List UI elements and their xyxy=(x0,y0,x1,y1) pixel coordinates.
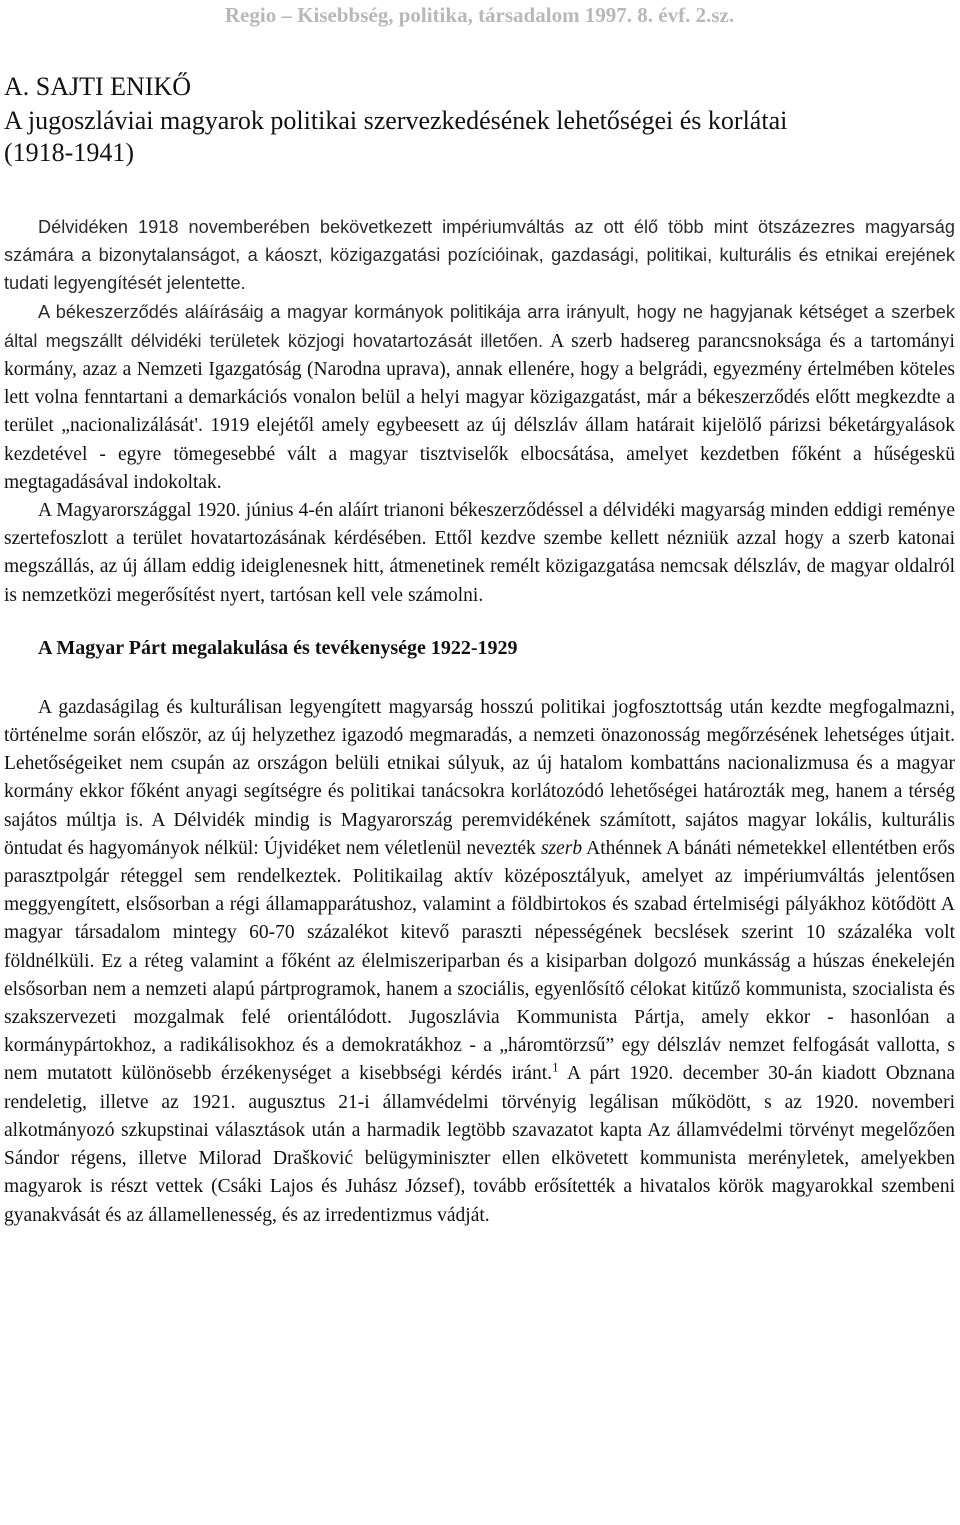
intro-paragraph-2-sans: A békeszerződés aláírásáig a magyar kormányok politikája arra irányult, hogy ne hagyjanak kétséget a szerbek által megszállt délvidéki területek közjogi hovatartozását illetően. xyxy=(4,301,955,351)
article-title-dates: (1918-1941) xyxy=(4,138,134,167)
section-paragraph-text-start: A gazdaságilag és kulturálisan legyengített magyarság hosszú politikai jogfosztottság után kezdte megfogalmazni, történelme során először, az új helyzethez igazodó megmaradás, a nemzeti önazonosság megőrzésének lehetséges útjait. Lehetőségeiket nem csupán az országon belüli etnikai súlyuk, az új hatalom kombattáns nacionalizmusa és a magyar kormány ekkor főként anyagi segítségre és politikai tanácsokra korlátozódó lehetőségei határozták meg, hanem a térség sajátos múltja is. A Délvidék mindig is Magyarország peremvidékének számított, sajátos magyar lokális, kulturális öntudat és hagyományok nélkül: Újvidéket nem véletlenül nevezték xyxy=(4,696,955,859)
section-paragraph-text-mid: Athénnek A bánáti németekkel ellentétben erős parasztpolgár réteggel sem rendelkeztek. Politikailag aktív középosztályuk, amelyet az impériumváltás jelentősen meggyengített, elsősorban a régi államapparátushoz, valamint a földbirtokos és szabad értelmiségi pályákhoz kötődött A magyar társadalom mintegy 60-70 százalékot kitevő paraszti népességének becslések szerint 10 százaléka volt földnélküli. Ez a réteg valamint a főként az élelmiszeriparban és a kisiparban dolgozó munkásság a húszas énekelején elsősorban nem a nemzeti alapú pártprogramok, hanem a szociális, egyenlősítő célokat kitűző kommunista, szocialista és szakszervezeti mozgalmak felé orientálódott. Jugoszlávia Kommunista Pártja, amely ekkor - hasonlóan a kormánypártokhoz, a radikálisokhoz és a demokratákhoz - a „háromtörzsű” egy délszláv nemzet felfogását vallotta, s nem mutatott különösebb érzékenységet a kisebbségi kérdés iránt. xyxy=(4,837,956,1085)
running-header: Regio – Kisebbség, politika, társadalom 1997. 8. évf. 2.sz. xyxy=(224,3,735,27)
article-title: A jugoszláviai magyarok politikai szervezkedésének lehetőségei és korlátai xyxy=(4,106,788,135)
section-heading: A Magyar Párt megalakulása és tevékenysége 1922-1929 xyxy=(38,636,518,659)
intro-paragraph-1: Délvidéken 1918 novemberében bekövetkezett impériumváltás az ott élő több mint ötszázezres magyarság számára a bizonytalanságot, a káoszt, közigazgatási pozícióinak, gazdasági, politikai, kulturális és etnikai erejének tudati legyengítését jelentette. xyxy=(4,217,955,294)
section-paragraph-1 xyxy=(4,694,955,1230)
intro-paragraph-2-serif: A szerb hadsereg parancsnoksága és a tartományi kormány, azaz a Nemzeti Igazgatóság (Narodna uprava), annak ellenére, hogy a belgrádi, egyezmény értelmében köteles lett volna fenntartani a demarkációs vonalon belül a helyi magyar közigazgatást, már a békeszerződés előtt megkezdte a terület „nacionalizálását'. 1919 elejétől amely egybeesett az új délszláv állam határait kijelölő párizsi béketárgyalások kezdetével - egyre tömegesebbé vált a magyar tisztviselők elbocsátása, amelyet kezdetben főként a hűségeskü megtagadásával indokoltak. xyxy=(4,330,955,493)
footnote-marker[interactable]: 1 xyxy=(552,1059,559,1075)
intro-paragraph-2 xyxy=(4,298,955,497)
intro-paragraph-3: A Magyarországgal 1920. június 4-én aláírt trianoni békeszerződéssel a délvidéki magyarság minden eddigi reménye szertefoszlott a terület hovatartozásának kérdésében. Ettől kezdve szembe kellett nézniük azzal hogy a szerb katonai megszállás, az új állam eddig ideiglenesnek hitt, átmenetinek remélt közigazgatása nemcsak délszláv, de magyar oldalról is nemzetközi megerősítést nyert, tartósan kell vele számolni. xyxy=(4,500,955,606)
italic-word: szerb xyxy=(540,837,583,859)
section-paragraph-text-end: A párt 1920. december 30-án kiadott Obznana rendeletig, illetve az 1921. augusztus 21-i államvédelmi törvényig legálisan működött, s az 1920. novemberi alkotmányozó szkupstinai választások után a harmadik legtöbb szavazatot kapta Az államvédelmi törvényt megelőzően Sándor régens, illetve Milorad Drašković belügyminiszter ellen elkövetett kommunista merényletek, amelyekben magyarok is részt vettek (Csáki Lajos és Juhász József), tovább erősítették a hivatalos körök magyarokkal szembeni gyanakvását és az államellenesség, és az irredentizmus vádját. xyxy=(4,1063,955,1226)
article-author: A. SAJTI ENIKŐ xyxy=(4,72,192,101)
spacer xyxy=(4,168,955,213)
